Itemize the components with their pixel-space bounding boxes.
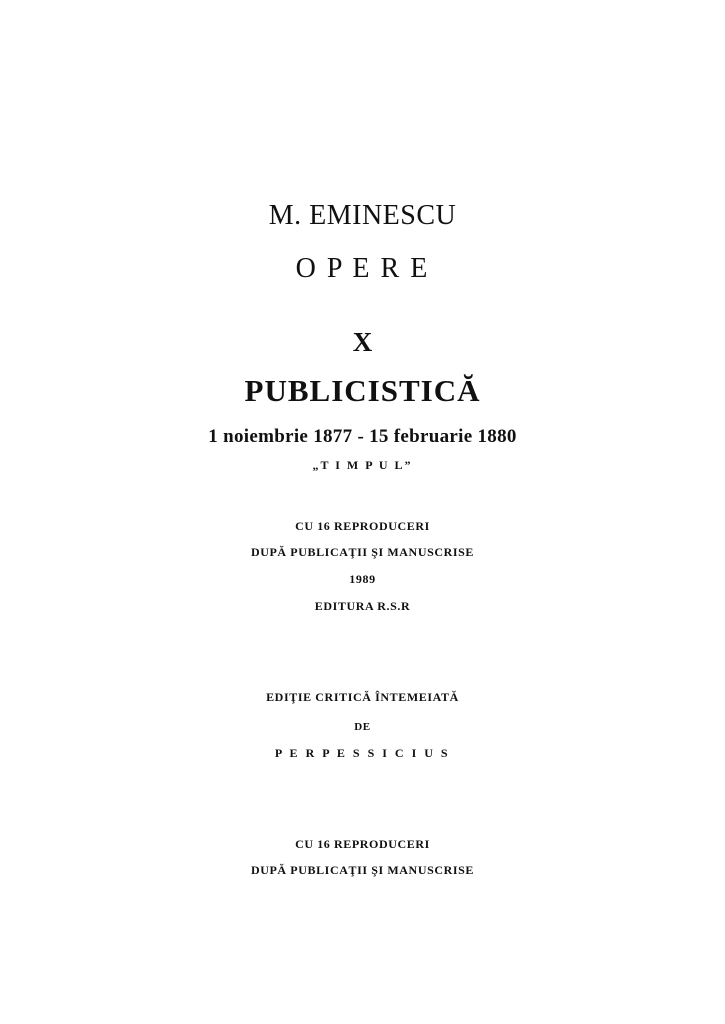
imprint-sources: DUPĂ PUBLICAŢII ŞI MANUSCRISE [250,545,475,559]
imprint-publisher: EDITURA R.S.R [314,599,411,613]
imprint-year: 1989 [349,572,376,586]
author-name: M. EMINESCU [268,200,457,231]
edition-by: DE [354,721,371,733]
volume-title: PUBLICISTICĂ [244,373,481,408]
footer-sources: DUPĂ PUBLICAŢII ŞI MANUSCRISE [250,863,475,877]
editor-name: P E R P E S S I C I U S [274,746,451,760]
date-range: 1 noiembrie 1877 - 15 februarie 1880 [208,426,517,447]
footer-reproductions: CU 16 REPRODUCERI [295,837,430,851]
edition-statement: EDIŢIE CRITICĂ ÎNTEMEIATĂ [266,690,459,704]
volume-number: X [352,327,373,357]
series-title: O P E R E [295,253,430,284]
imprint-reproductions: CU 16 REPRODUCERI [295,519,430,533]
publication-name: „T I M P U L” [312,458,413,472]
